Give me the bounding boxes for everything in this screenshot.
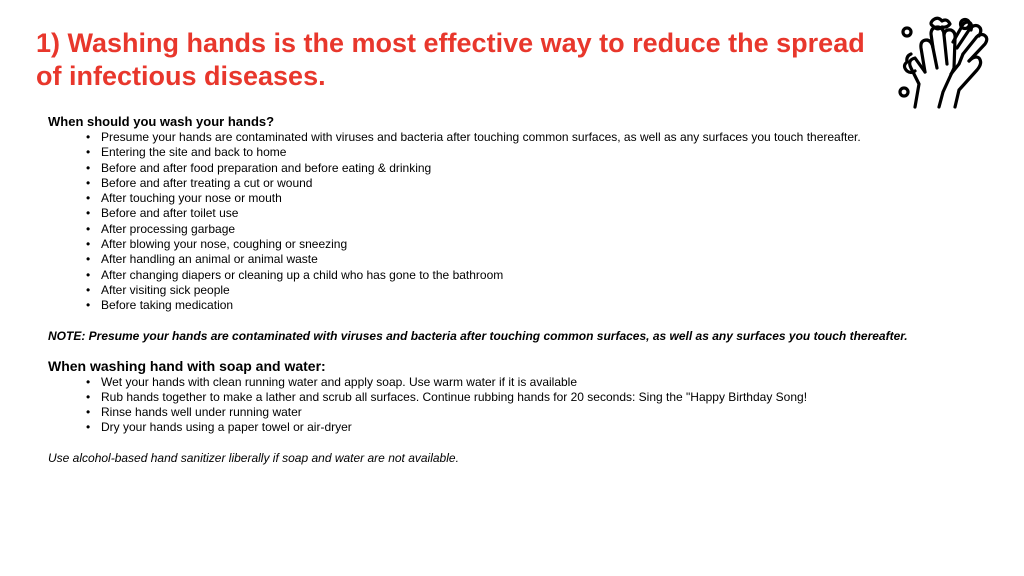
- note-text: NOTE: Presume your hands are contaminated with viruses and bacteria after touching common surfaces, as well as any surfaces you touch thereafter.: [48, 328, 908, 343]
- list-item: • Before and after toilet use: [86, 206, 968, 221]
- main-content: [48, 114, 968, 478]
- when-list: [48, 130, 968, 314]
- list-item: • After handling an animal or animal waste: [86, 252, 968, 267]
- list-item: • After visiting sick people: [86, 283, 968, 298]
- list-item: • Before and after food preparation and before eating & drinking: [86, 161, 968, 176]
- list-item: • After processing garbage: [86, 222, 968, 237]
- list-item: • Rub hands together to make a lather and scrub all surfaces. Continue rubbing hands for 20 seconds: Sing the "Happy Birthday Song!: [86, 390, 968, 405]
- page-title: 1) Washing hands is the most effective way to reduce the spread of infectious diseases.: [36, 28, 865, 91]
- list-item: • Presume your hands are contaminated with viruses and bacteria after touching common surfaces, as well as any surfaces you touch thereafter.: [86, 130, 968, 145]
- list-item: • Before and after treating a cut or wound: [86, 176, 968, 191]
- list-item: • Before taking medication: [86, 298, 968, 313]
- soap-list: [48, 375, 968, 436]
- list-item: • Entering the site and back to home: [86, 145, 968, 160]
- section-heading-when: When should you wash your hands?: [48, 114, 275, 129]
- soap-section: [48, 358, 968, 436]
- list-item: • Rinse hands well under running water: [86, 405, 968, 420]
- list-item: • After changing diapers or cleaning up a child who has gone to the bathroom: [86, 268, 968, 283]
- list-item: • Wet your hands with clean running water and apply soap. Use warm water if it is available: [86, 375, 968, 390]
- section-heading-soap: When washing hand with soap and water:: [48, 357, 326, 374]
- list-item: • After touching your nose or mouth: [86, 191, 968, 206]
- list-item: • Dry your hands using a paper towel or air-dryer: [86, 420, 968, 435]
- list-item: • After blowing your nose, coughing or sneezing: [86, 237, 968, 252]
- sanitizer-note: Use alcohol-based hand sanitizer liberally if soap and water are not available.: [48, 450, 459, 465]
- hand-washing-icon: [893, 12, 993, 112]
